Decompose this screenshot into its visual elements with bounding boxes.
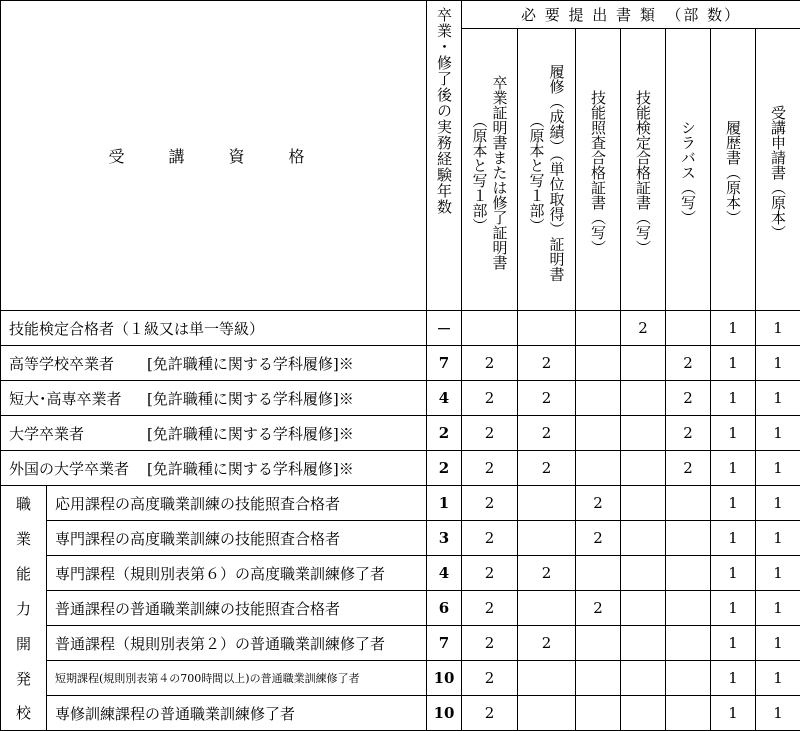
doc-count-cell (576, 381, 621, 416)
doc-count-cell (666, 556, 711, 591)
doc-count-cell: 1 (756, 346, 800, 381)
qualification-cell (1, 346, 427, 381)
qualification-cell (1, 451, 427, 486)
doc-count-cell: 1 (711, 626, 756, 661)
table-row (1, 381, 800, 416)
doc-count-cell (576, 451, 621, 486)
doc-count-cell (576, 416, 621, 451)
doc-count-cell (621, 346, 666, 381)
doc-count-cell: 1 (711, 486, 756, 521)
doc-count-cell (576, 696, 621, 731)
doc-count-cell (518, 696, 576, 731)
years-cell: 2 (427, 416, 462, 451)
doc-count-cell: 2 (576, 591, 621, 626)
doc-col-header-7 (756, 29, 800, 311)
qualification-cell: 普通課程の普通職業訓練の技能照査合格者 (47, 591, 427, 626)
doc-count-cell: 2 (462, 486, 518, 521)
doc-col-title: 受講申請書（原本） (769, 35, 787, 310)
years-cell: 2 (427, 451, 462, 486)
doc-count-cell: 2 (462, 626, 518, 661)
doc-count-cell: 1 (711, 661, 756, 696)
doc-count-cell: 1 (756, 381, 800, 416)
doc-count-cell (576, 626, 621, 661)
doc-count-cell (621, 591, 666, 626)
doc-count-cell: 2 (462, 381, 518, 416)
doc-count-cell (621, 696, 666, 731)
doc-count-cell: 1 (711, 451, 756, 486)
table-row (1, 311, 800, 346)
doc-count-cell: 1 (711, 556, 756, 591)
doc-count-cell (621, 661, 666, 696)
years-header: 卒業・修了後の実務経験年数 (427, 1, 462, 311)
doc-count-cell: 2 (462, 416, 518, 451)
doc-count-cell: 2 (666, 451, 711, 486)
doc-count-cell: 1 (756, 661, 800, 696)
doc-col-subtitle: （原本と写１部） (528, 35, 546, 310)
doc-count-cell: 1 (711, 521, 756, 556)
doc-count-cell: 1 (711, 311, 756, 346)
qualification-label: 短大･高専卒業者 (9, 388, 147, 409)
doc-count-cell: 2 (462, 591, 518, 626)
doc-count-cell (576, 346, 621, 381)
doc-count-cell (666, 661, 711, 696)
doc-count-cell: 1 (711, 416, 756, 451)
doc-count-cell: 2 (576, 486, 621, 521)
table-row (1, 556, 800, 591)
doc-count-cell (621, 381, 666, 416)
doc-count-cell (666, 521, 711, 556)
qualification-cell (1, 416, 427, 451)
table-row (1, 416, 800, 451)
table-row (1, 521, 800, 556)
doc-count-cell (518, 591, 576, 626)
qualification-cell: 応用課程の高度職業訓練の技能照査合格者 (47, 486, 427, 521)
side-label-cell: 発 (1, 661, 47, 696)
qualification-cell (1, 381, 427, 416)
table-row (1, 486, 800, 521)
side-label-cell: 業 (1, 521, 47, 556)
doc-count-cell: 1 (711, 381, 756, 416)
doc-count-cell (666, 696, 711, 731)
qualification-label: 技能検定合格者（１級又は単一等級） (9, 318, 264, 339)
qualification-note: [免許職種に関する学科履修]※ (147, 390, 354, 408)
table-row (1, 661, 800, 696)
years-cell: 7 (427, 626, 462, 661)
qualification-note: [免許職種に関する学科履修]※ (147, 460, 354, 478)
qualification-cell: 専門課程（規則別表第６）の高度職業訓練修了者 (47, 556, 427, 591)
doc-count-cell: 2 (518, 626, 576, 661)
doc-col-header-2 (518, 29, 576, 311)
side-label-cell: 校 (1, 696, 47, 731)
qualification-note: [免許職種に関する学科履修]※ (147, 355, 354, 373)
doc-count-cell: 2 (666, 346, 711, 381)
years-cell: 10 (427, 661, 462, 696)
doc-col-header-1 (462, 29, 518, 311)
doc-count-cell: 2 (518, 556, 576, 591)
doc-count-cell: 1 (756, 416, 800, 451)
doc-count-cell: 2 (462, 451, 518, 486)
documents-header: 必 要 提 出 書 類 （部 数） (462, 1, 800, 29)
doc-count-cell: 2 (518, 451, 576, 486)
years-cell: 4 (427, 556, 462, 591)
doc-col-title: シラバス（写） (679, 35, 697, 310)
doc-count-cell (666, 626, 711, 661)
side-label-cell: 職 (1, 486, 47, 521)
qualification-label: 高等学校卒業者 (9, 353, 147, 374)
years-cell: 1 (427, 486, 462, 521)
doc-count-cell (576, 661, 621, 696)
years-cell: 6 (427, 591, 462, 626)
doc-col-title: 履歴書（原本） (724, 35, 742, 310)
qualification-note: [免許職種に関する学科履修]※ (147, 425, 354, 443)
qualification-cell (1, 311, 427, 346)
doc-count-cell (462, 311, 518, 346)
doc-count-cell (621, 416, 666, 451)
doc-count-cell (621, 521, 666, 556)
qualification-label: 大学卒業者 (9, 423, 147, 444)
doc-count-cell (666, 486, 711, 521)
doc-count-cell: 2 (576, 521, 621, 556)
qualification-label: 外国の大学卒業者 (9, 458, 147, 479)
doc-count-cell: 1 (711, 696, 756, 731)
qualification-cell: 専修訓練課程の普通職業訓練修了者 (47, 696, 427, 731)
side-label-cell: 能 (1, 556, 47, 591)
doc-count-cell (518, 311, 576, 346)
doc-count-cell: 1 (756, 626, 800, 661)
qualification-header: 受 講 資 格 (1, 1, 427, 311)
doc-count-cell (621, 556, 666, 591)
doc-count-cell: 2 (621, 311, 666, 346)
doc-count-cell (518, 661, 576, 696)
doc-count-cell: 1 (711, 346, 756, 381)
doc-count-cell (621, 451, 666, 486)
doc-count-cell: 2 (518, 416, 576, 451)
doc-col-title: 履修（成績）（単位取得）証明書 (548, 35, 566, 310)
doc-count-cell: 2 (462, 661, 518, 696)
years-cell: 7 (427, 346, 462, 381)
doc-count-cell: 2 (518, 346, 576, 381)
qualification-cell: 普通課程（規則別表第２）の普通職業訓練修了者 (47, 626, 427, 661)
doc-count-cell: 1 (756, 556, 800, 591)
doc-count-cell (666, 311, 711, 346)
doc-count-cell: 2 (666, 416, 711, 451)
side-label-cell: 力 (1, 591, 47, 626)
years-cell: 10 (427, 696, 462, 731)
qualification-cell: 専門課程の高度職業訓練の技能照査合格者 (47, 521, 427, 556)
table-row (1, 451, 800, 486)
years-cell: 3 (427, 521, 462, 556)
doc-col-header-4 (621, 29, 666, 311)
doc-count-cell: 1 (756, 451, 800, 486)
doc-count-cell: 2 (462, 556, 518, 591)
doc-count-cell: 1 (756, 591, 800, 626)
doc-count-cell (576, 311, 621, 346)
doc-count-cell: 1 (756, 486, 800, 521)
years-cell: 4 (427, 381, 462, 416)
doc-count-cell: 1 (756, 521, 800, 556)
doc-col-header-3 (576, 29, 621, 311)
table-row (1, 626, 800, 661)
doc-col-header-5 (666, 29, 711, 311)
doc-count-cell (518, 486, 576, 521)
table-row (1, 696, 800, 731)
doc-count-cell: 1 (711, 591, 756, 626)
doc-count-cell (518, 521, 576, 556)
doc-count-cell: 1 (756, 696, 800, 731)
doc-count-cell (666, 591, 711, 626)
doc-count-cell: 2 (462, 346, 518, 381)
doc-count-cell: 2 (462, 521, 518, 556)
doc-count-cell: 2 (666, 381, 711, 416)
doc-col-header-6 (711, 29, 756, 311)
doc-count-cell: 1 (756, 311, 800, 346)
doc-count-cell (576, 556, 621, 591)
doc-col-title: 卒業証明書または修了証明書 (491, 35, 509, 310)
years-cell: － (427, 311, 462, 346)
doc-count-cell (621, 486, 666, 521)
table-row (1, 346, 800, 381)
doc-col-title: 技能照査合格証書（写） (589, 35, 607, 310)
doc-count-cell (621, 626, 666, 661)
doc-count-cell: 2 (518, 381, 576, 416)
table-row (1, 591, 800, 626)
side-label-cell: 開 (1, 626, 47, 661)
doc-col-title: 技能検定合格証書（写） (634, 35, 652, 310)
qualification-cell: 短期課程(規則別表第４の700時間以上)の普通職業訓練修了者 (47, 661, 427, 696)
doc-count-cell: 2 (462, 696, 518, 731)
doc-col-subtitle: （原本と写１部） (471, 35, 489, 310)
